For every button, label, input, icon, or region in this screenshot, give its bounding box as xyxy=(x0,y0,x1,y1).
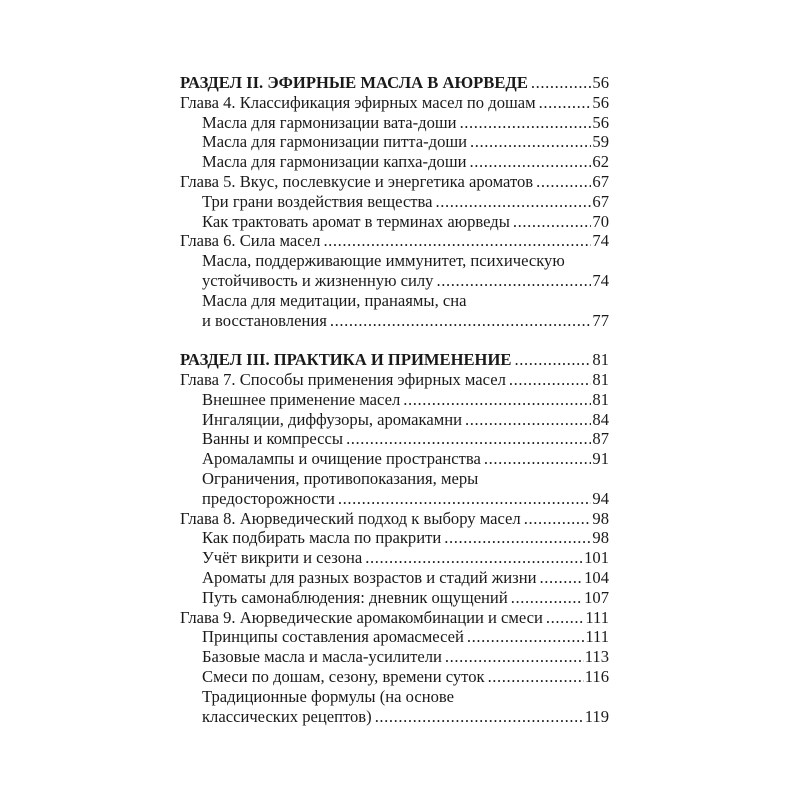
page-number: 62 xyxy=(592,152,609,172)
page-number: 67 xyxy=(592,171,609,191)
dot-leader xyxy=(514,350,591,370)
entry-title: Масла для гармонизации вата-доши xyxy=(202,112,457,132)
toc-entry-sub[interactable] xyxy=(180,429,609,449)
toc-line xyxy=(180,192,609,212)
dot-leader xyxy=(365,548,583,568)
toc-line xyxy=(180,548,609,568)
dot-leader xyxy=(346,429,591,449)
dot-leader xyxy=(484,449,592,469)
entry-title: Глава 5. Вкус, послевкусие и энергетика ароматов xyxy=(180,171,534,191)
toc-line xyxy=(180,667,609,687)
toc-line xyxy=(180,73,609,93)
entry-title: РАЗДЕЛ II. ЭФИРНЫЕ МАСЛА В АЮРВЕДЕ xyxy=(180,73,528,92)
page-number: 81 xyxy=(592,389,609,409)
page-number: 94 xyxy=(592,488,609,508)
entry-title: Ароматы для разных возрастов и стадий жизни xyxy=(202,567,537,587)
page-number: 56 xyxy=(592,92,609,112)
toc-line xyxy=(180,172,609,192)
toc-entry-sub[interactable] xyxy=(180,568,609,588)
entry-title: Глава 7. Способы применения эфирных масел xyxy=(180,369,506,389)
dot-leader xyxy=(524,509,592,529)
toc-line xyxy=(180,489,609,509)
toc-line xyxy=(180,350,609,370)
toc-line xyxy=(180,311,609,331)
toc-line xyxy=(180,647,609,667)
toc-line xyxy=(180,152,609,172)
toc-entry-sub[interactable] xyxy=(180,410,609,430)
page-number: 111 xyxy=(585,607,609,627)
page-number: 91 xyxy=(592,449,609,469)
toc-entry-sub[interactable] xyxy=(180,390,609,410)
dot-leader xyxy=(539,568,583,588)
dot-leader xyxy=(436,192,592,212)
entry-title: классических рецептов) xyxy=(202,706,372,726)
dot-leader xyxy=(509,370,592,390)
toc-entry-sub[interactable] xyxy=(180,152,609,172)
entry-title: Глава 9. Аюрведические аромакомбинации и смеси xyxy=(180,607,543,627)
dot-leader xyxy=(465,410,591,430)
toc-entry-sub[interactable] xyxy=(180,548,609,568)
page-number: 74 xyxy=(592,231,609,251)
dot-leader xyxy=(539,93,592,113)
page-number: 56 xyxy=(592,73,609,92)
entry-title: Ограничения, противопоказания, меры xyxy=(202,468,479,488)
toc-entry-sub[interactable] xyxy=(180,588,609,608)
page-number: 116 xyxy=(584,666,609,686)
dot-leader xyxy=(488,667,584,687)
entry-title: Глава 4. Классификация эфирных масел по дошам xyxy=(180,92,536,112)
toc-line xyxy=(180,410,609,430)
toc-entry-sub[interactable] xyxy=(180,528,609,548)
toc-line xyxy=(180,687,609,707)
entry-title: Смеси по дошам, сезону, времени суток xyxy=(202,666,485,686)
dot-leader xyxy=(436,271,591,291)
toc-entry-sub[interactable] xyxy=(180,687,609,727)
entry-title: Учёт викрити и сезона xyxy=(202,548,363,568)
entry-title: Внешнее применение масел xyxy=(202,389,401,409)
dot-leader xyxy=(513,212,592,232)
toc-entry-sub[interactable] xyxy=(180,667,609,687)
toc-line xyxy=(180,212,609,232)
entry-title: Путь самонаблюдения: дневник ощущений xyxy=(202,587,508,607)
entry-title: Принципы составления аромасмесей xyxy=(202,627,464,647)
entry-title: Традиционные формулы (на основе xyxy=(202,686,454,706)
toc-line xyxy=(180,429,609,449)
page-number: 104 xyxy=(584,567,609,587)
entry-title: Аромалампы и очищение пространства xyxy=(202,449,481,469)
entry-title: Глава 8. Аюрведический подход к выбору масел xyxy=(180,508,521,528)
toc-line xyxy=(180,528,609,548)
toc-line xyxy=(180,627,609,647)
toc-entry-chapter[interactable] xyxy=(180,93,609,113)
toc-line xyxy=(180,390,609,410)
entry-title: Глава 6. Сила масел xyxy=(180,231,321,251)
toc-line xyxy=(180,469,609,489)
toc-line xyxy=(180,132,609,152)
dot-leader xyxy=(546,608,584,628)
dot-leader xyxy=(470,132,591,152)
entry-title: Ванны и компрессы xyxy=(202,429,344,449)
toc-line xyxy=(180,231,609,251)
toc-entry-sub[interactable] xyxy=(180,449,609,469)
dot-leader xyxy=(531,73,592,93)
entry-title: Масла для гармонизации питта-доши xyxy=(202,132,468,152)
page-number: 84 xyxy=(592,409,609,429)
entry-title: Масла для гармонизации капха-доши xyxy=(202,152,467,172)
toc-line xyxy=(180,707,609,727)
dot-leader xyxy=(536,172,591,192)
toc-entry-chapter[interactable] xyxy=(180,608,609,628)
page-number: 81 xyxy=(592,350,609,370)
dot-leader xyxy=(323,231,591,251)
toc-entry-sub[interactable] xyxy=(180,469,609,509)
dot-leader xyxy=(330,311,592,331)
toc-entry-sub[interactable] xyxy=(180,212,609,232)
toc-line xyxy=(180,370,609,390)
toc-line xyxy=(180,588,609,608)
page-number: 101 xyxy=(584,548,609,568)
toc-entry-sub[interactable] xyxy=(180,251,609,291)
entry-title: Масла для медитации, пранаямы, сна xyxy=(202,290,467,310)
page-number: 98 xyxy=(592,528,609,548)
toc-entry-sub[interactable] xyxy=(180,132,609,152)
page-number: 67 xyxy=(592,191,609,211)
page-number: 98 xyxy=(592,508,609,528)
entry-title: Масла, поддерживающие иммунитет, психическую xyxy=(202,251,565,271)
page-number: 87 xyxy=(592,429,609,449)
toc-line xyxy=(180,291,609,311)
toc-line xyxy=(180,271,609,291)
toc-line xyxy=(180,251,609,271)
entry-title: Как трактовать аромат в терминах аюрведы xyxy=(202,211,510,231)
dot-leader xyxy=(338,489,592,509)
toc-line xyxy=(180,509,609,529)
page-number: 74 xyxy=(592,270,609,290)
toc-entry-chapter[interactable] xyxy=(180,370,609,390)
entry-title: РАЗДЕЛ III. ПРАКТИКА И ПРИМЕНЕНИЕ xyxy=(180,350,512,370)
page-number: 77 xyxy=(592,310,609,330)
page-number: 56 xyxy=(592,112,609,132)
page-number: 119 xyxy=(584,706,609,726)
dot-leader xyxy=(445,647,584,667)
entry-title: Как подбирать масла по пракрити xyxy=(202,528,442,548)
dot-leader xyxy=(403,390,591,410)
page-number: 70 xyxy=(592,211,609,231)
page-number: 81 xyxy=(592,369,609,389)
dot-leader xyxy=(511,588,583,608)
entry-title: Базовые масла и масла-усилители xyxy=(202,647,442,667)
toc-entry-sub[interactable] xyxy=(180,192,609,212)
toc-entry-sub[interactable] xyxy=(180,113,609,133)
toc-entry-sub[interactable] xyxy=(180,291,609,331)
dot-leader xyxy=(469,152,591,172)
dot-leader xyxy=(467,627,584,647)
toc-entry-chapter[interactable] xyxy=(180,231,609,251)
section-spacer xyxy=(180,330,609,350)
entry-title: и восстановления xyxy=(202,310,327,330)
toc-entry-section[interactable] xyxy=(180,350,609,370)
toc-entry-chapter[interactable] xyxy=(180,172,609,192)
page-number: 59 xyxy=(592,132,609,152)
table-of-contents xyxy=(180,73,609,726)
toc-line xyxy=(180,113,609,133)
entry-title: Ингаляции, диффузоры, аромакамни xyxy=(202,409,462,429)
toc-line xyxy=(180,93,609,113)
toc-line xyxy=(180,608,609,628)
toc-entry-sub[interactable] xyxy=(180,647,609,667)
toc-entry-sub[interactable] xyxy=(180,627,609,647)
dot-leader xyxy=(375,707,584,727)
dot-leader xyxy=(460,113,592,133)
entry-title: устойчивость и жизненную силу xyxy=(202,270,434,290)
page-number: 111 xyxy=(585,627,609,647)
page-number: 113 xyxy=(584,647,609,667)
toc-line xyxy=(180,449,609,469)
page-number: 107 xyxy=(584,587,609,607)
entry-title: предосторожности xyxy=(202,488,335,508)
entry-title: Три грани воздействия вещества xyxy=(202,191,433,211)
toc-line xyxy=(180,568,609,588)
dot-leader xyxy=(444,528,591,548)
toc-entry-section[interactable] xyxy=(180,73,609,93)
toc-entry-chapter[interactable] xyxy=(180,509,609,529)
